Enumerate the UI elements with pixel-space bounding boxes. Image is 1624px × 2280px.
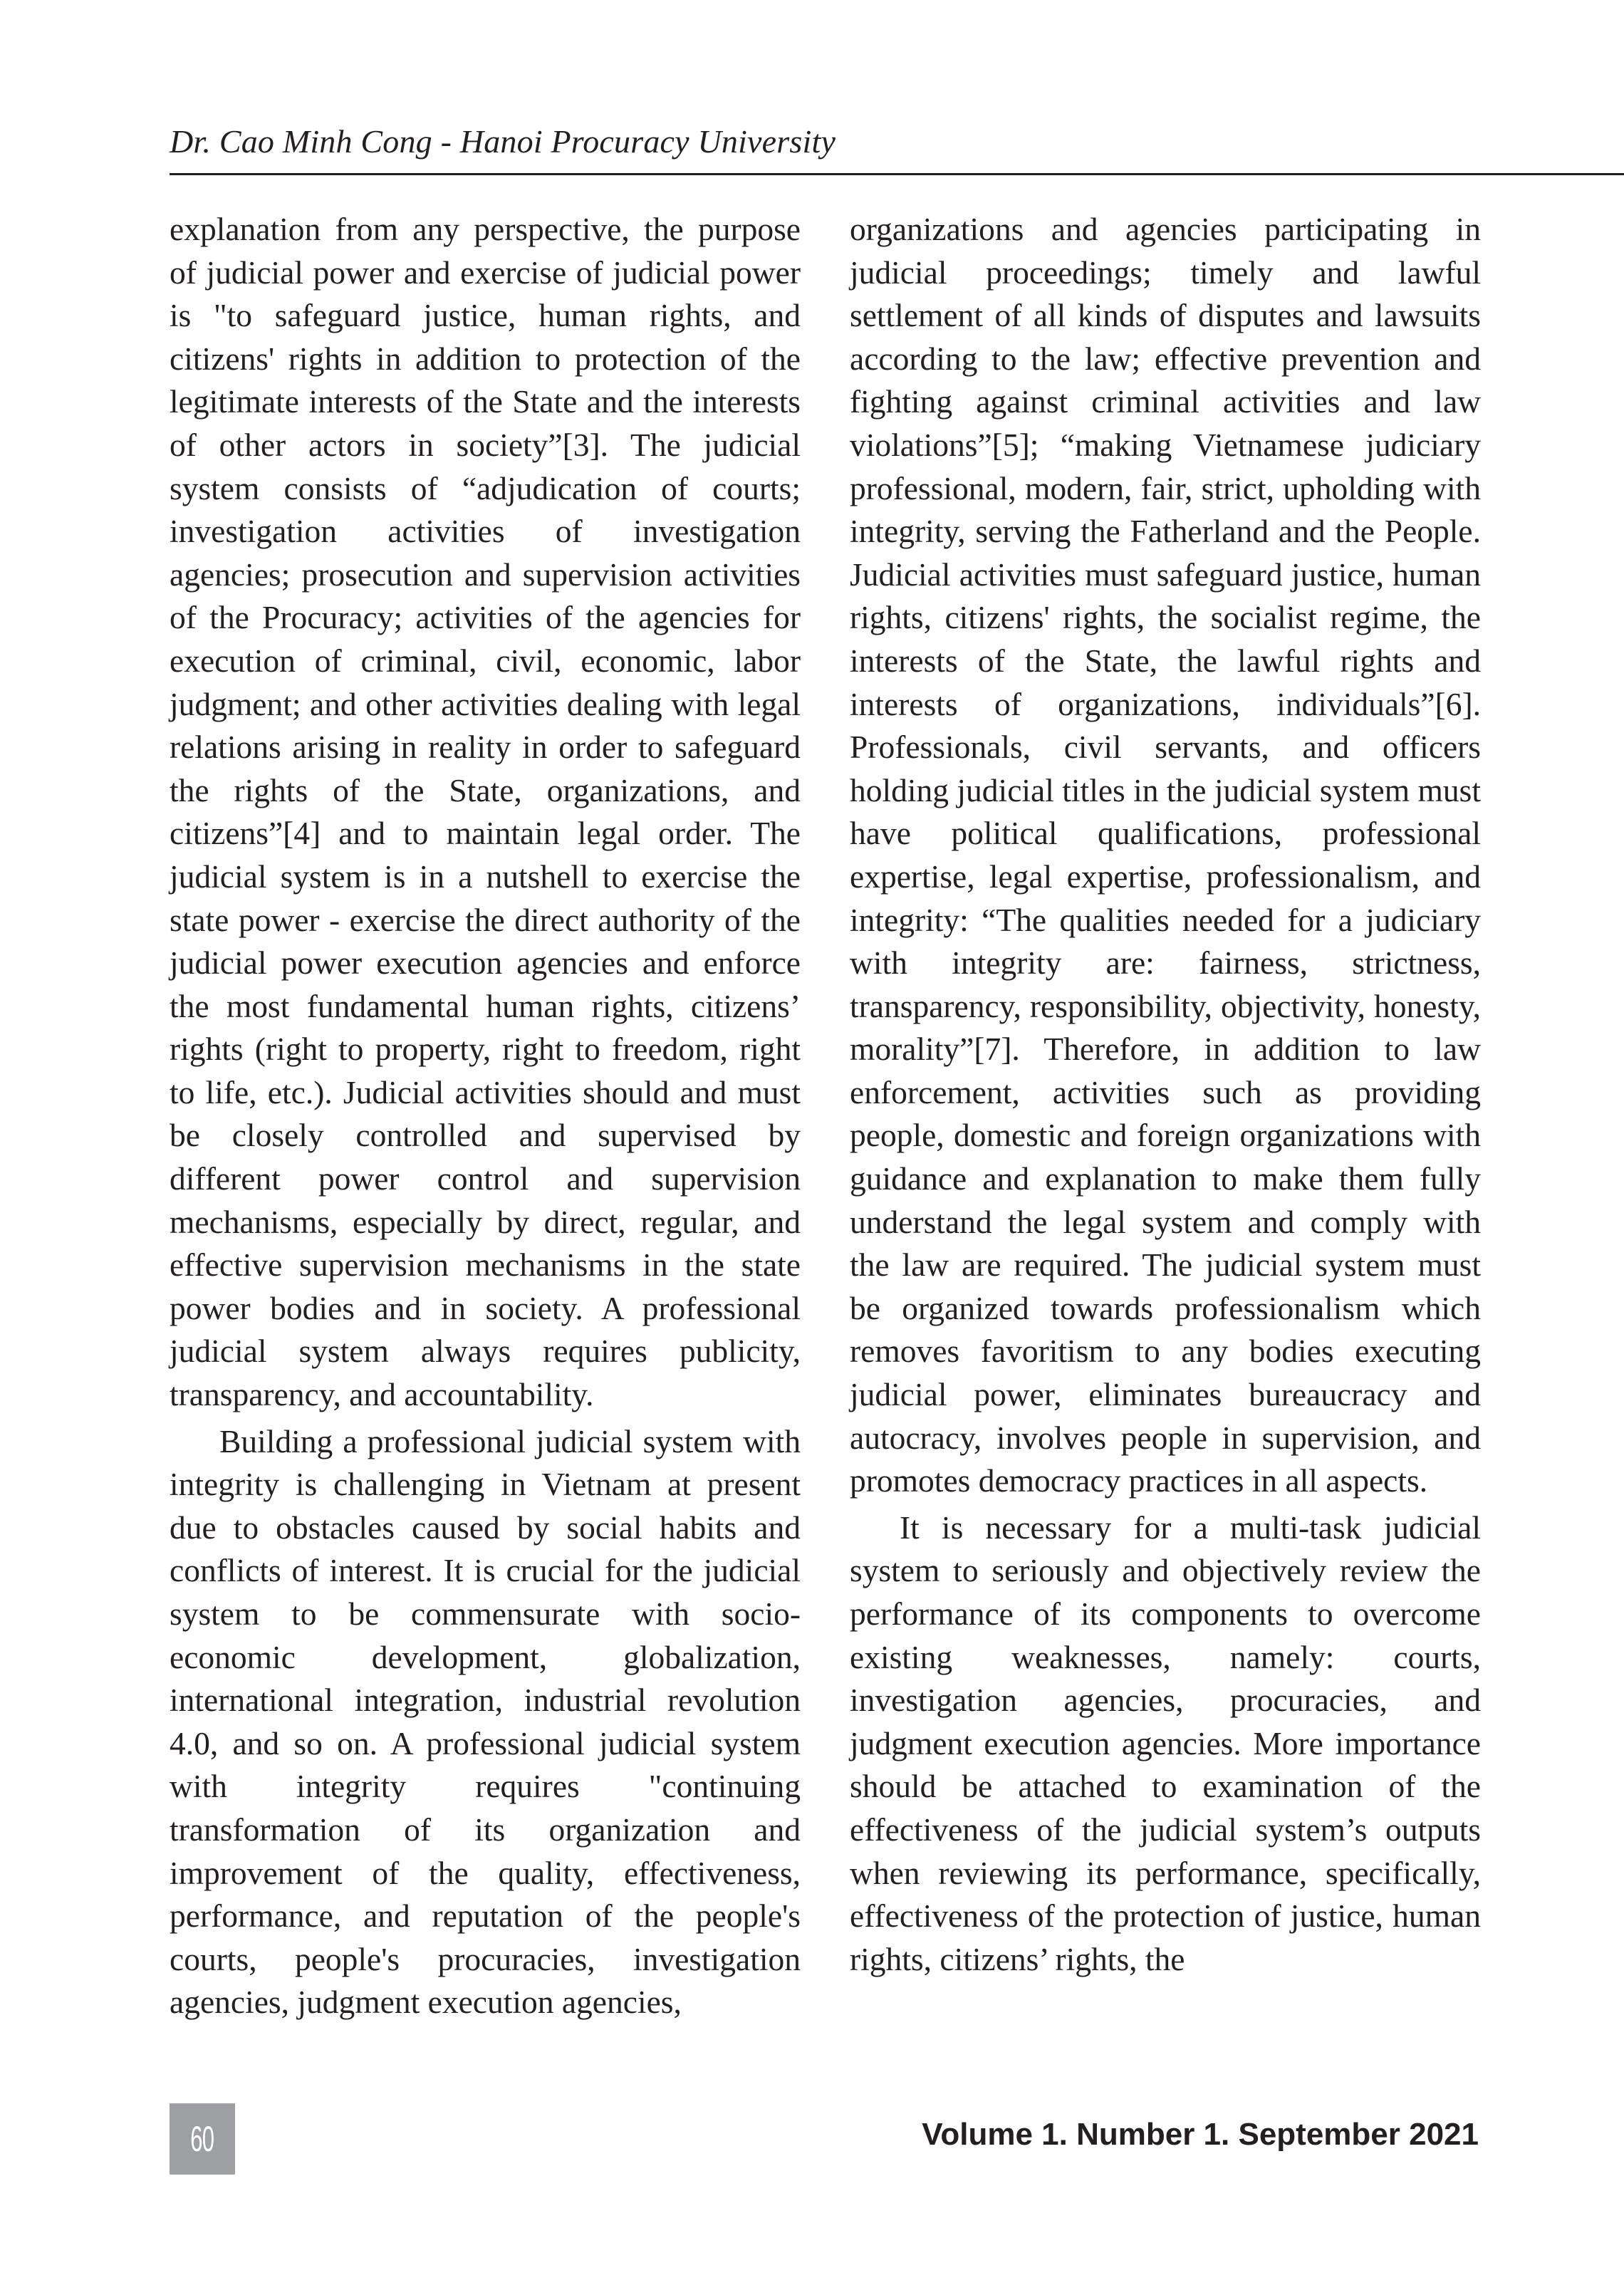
issue-info: Volume 1. Number 1. September 2021 [922,2117,1479,2152]
right-paragraph-2: It is necessary for a multi-task judicial system to seriously and objectively review the performance of its components to overcome existing weaknesses, namely: courts, investigation agencies, procuracies, and judgment execution agencies. More importance should be attached to examination of the effectiveness of the judicial system’s outputs when reviewing its performance, specifically, effectiveness of the protection of justice, human rights, citizens’ rights, the [850,1509,1481,1977]
right-paragraph-1: organizations and agencies participating in judicial proceedings; timely and lawful settlement of all kinds of disputes and lawsuits according to the law; effective prevention and fighting against criminal activities and law violations”[5]; “making Vietnamese judiciary professional, modern, fair, strict, upholding with integrity, serving the Fatherland and the People. Judicial activities must safeguard justice, human rights, citizens' rights, the socialist regime, the interests of the State, the lawful rights and interests of organizations, individuals”[6]. Professionals, civil servants, and officers holding judicial titles in the judicial system must have political qualifications, professional expertise, legal expertise, professionalism, and integrity: “The qualities needed for a judiciary with integrity are: fairness, strictness, transparency, responsibility, objectivity, honesty, morality”[7]. Therefore, in addition to law enforcement, activities such as providing people, domestic and foreign organizations with guidance and explanation to make them fully understand the legal system and comply with the law are required. The judicial system must be organized towards professionalism which removes favoritism to any bodies executing judicial power, eliminates bureaucracy and autocracy, involves people in supervision, and promotes democracy practices in all aspects. [850,211,1481,1499]
running-header: Dr. Cao Minh Cong - Hanoi Procuracy University [170,123,836,160]
left-column [170,208,801,2024]
left-paragraph-1: explanation from any perspective, the purpose of judicial power and exercise of judicial power is "to safeguard justice, human rights, and citizens' rights in addition to protection of the legitimate interests of the State and the interests of other actors in society”[3]. The judicial system consists of “adjudication of courts; investigation activities of investigation agencies; prosecution and supervision activities of the Procuracy; activities of the agencies for execution of criminal, civil, economic, labor judgment; and other activities dealing with legal relations arising in reality in order to safeguard the rights of the State, organizations, and citizens”[4] and to maintain legal order. The judicial system is in a nutshell to exercise the state power - exercise the direct authority of the judicial power execution agencies and enforce the most fundamental human rights, citizens’ rights (right to property, right to freedom, right to life, etc.). Judicial activities should and must be closely controlled and supervised by different power control and supervision mechanisms, especially by direct, regular, and effective supervision mechanisms in the state power bodies and in society. A professional judicial system always requires publicity, transparency, and accountability. [170,211,801,1413]
right-column [850,208,1481,1981]
left-paragraph-2: Building a professional judicial system with integrity is challenging in Vietnam at present due to obstacles caused by social habits and conflicts of interest. It is crucial for the judicial system to be commensurate with socio-economic development, globalization, international integration, industrial revolution 4.0, and so on. A professional judicial system with integrity requires "continuing transformation of its organization and improvement of the quality, effectiveness, performance, and reputation of the people's courts, people's procuracies, investigation agencies, judgment execution agencies, [170,1422,801,2021]
header-rule [170,173,1624,175]
page-number-box [170,2103,235,2175]
page-number: 60 [190,2119,214,2159]
